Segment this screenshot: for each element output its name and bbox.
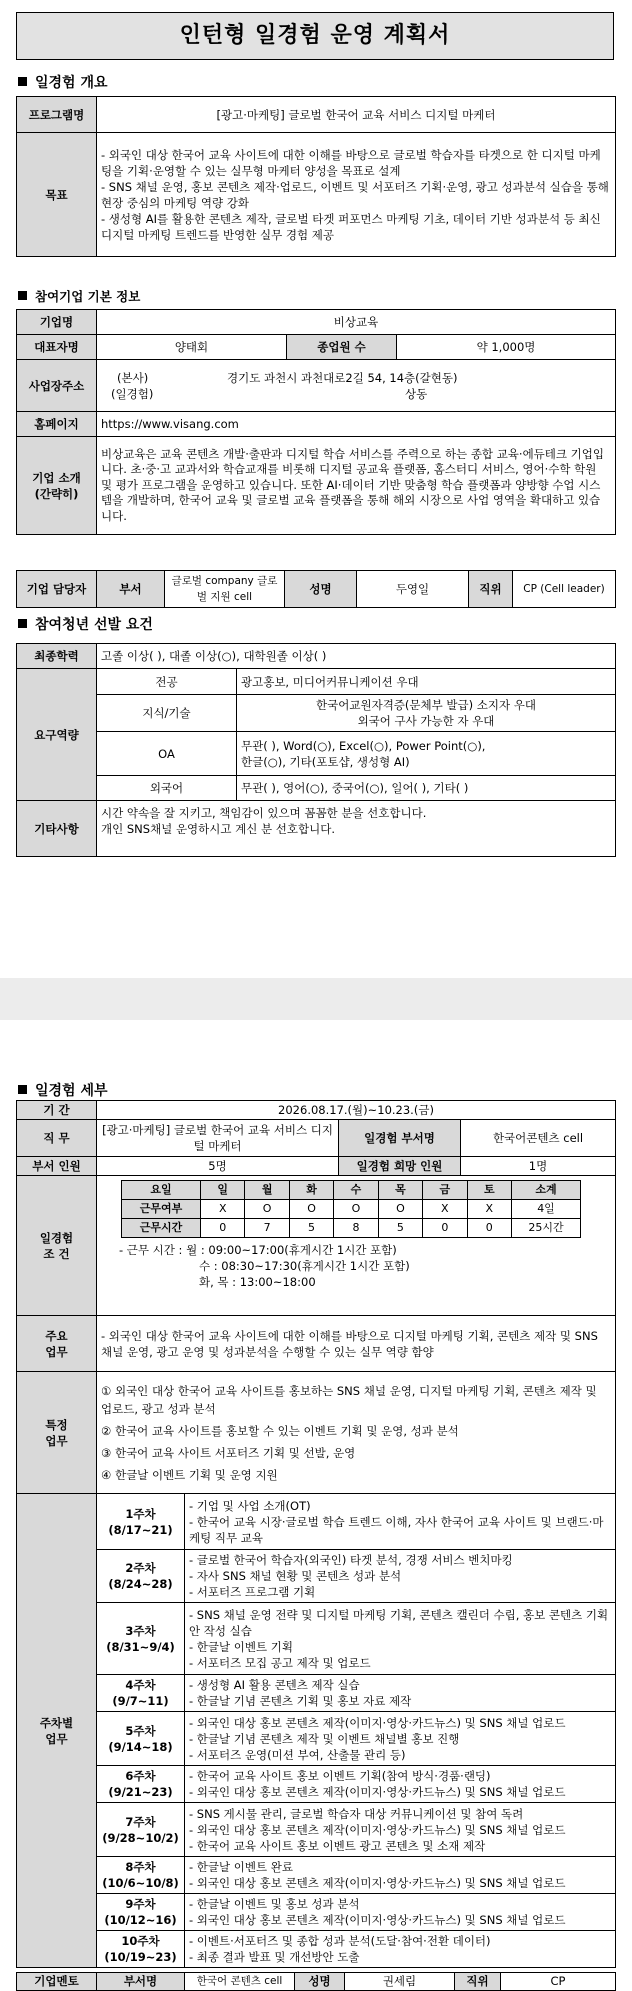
hq-address-row — [101, 370, 611, 386]
week-task: - 한글날 이벤트 및 홍보 성과 분석 — [189, 1897, 360, 1911]
etc-line: 시간 약속을 잘 지키고, 책임감이 있으며 꼼꼼한 분을 선호합니다. — [101, 806, 427, 820]
period-value: 2026.08.17.(월)~10.23.(금) — [97, 1101, 616, 1120]
skill-label: 지식/기술 — [97, 695, 237, 732]
company-name: 비상교육 — [97, 310, 616, 335]
employees-value: 약 1,000명 — [397, 335, 616, 360]
mentor-dept-label: 부서명 — [97, 1973, 185, 1991]
goal-item: - 생성형 AI를 활용한 콘텐츠 제작, 글로벌 타겟 퍼포먼스 마케팅 기초, 데이터 기반 성과분석 등 최신 디지털 마케팅 트렌드를 반영한 실무 경험 제공 — [101, 211, 601, 242]
schedule-cell: 0 — [423, 1219, 467, 1238]
schedule-row — [122, 1219, 581, 1238]
week-label — [97, 1603, 185, 1675]
week-task: - 한국어 교육 사이트 홍보 이벤트 기획(참여 방식·경품·랜딩) — [189, 1769, 491, 1783]
schedule-cell: O — [378, 1200, 422, 1219]
mentor-position: CP — [501, 1973, 616, 1991]
week-label — [97, 1712, 185, 1766]
education-value: 고졸 이상( ), 대졸 이상(○), 대학원졸 이상( ) — [97, 644, 616, 669]
week-dates: (9/7~11) — [112, 1694, 169, 1708]
program-label: 프로그램명 — [17, 97, 97, 133]
schedule-cell: 7 — [245, 1219, 289, 1238]
education-label: 최종학력 — [17, 644, 97, 669]
manager-table — [16, 570, 616, 608]
oa-line: 한글(○), 기타(포토샵, 생성형 AI) — [241, 754, 410, 769]
details-dept-value: 한국어콘텐츠 cell — [461, 1120, 616, 1157]
company-name-label: 기업명 — [17, 310, 97, 335]
week-number: 6주차 — [125, 1769, 156, 1783]
section-requirements-heading: 참여청년 선발 요건 — [18, 614, 153, 634]
schedule-row — [122, 1200, 581, 1219]
schedule-cell: 0 — [467, 1219, 511, 1238]
details-table — [16, 1100, 616, 1968]
main-duty-label — [17, 1316, 97, 1372]
special-duty-label-line: 특정 — [45, 1417, 68, 1432]
special-duty-item: ④ 한글날 이벤트 기획 및 운영 지원 — [101, 1467, 278, 1482]
week-dates: (10/12~16) — [104, 1913, 177, 1927]
week-task: - 한글날 기념 콘텐츠 제작 및 이벤트 채널별 홍보 진행 — [189, 1731, 460, 1746]
week-row — [17, 1931, 616, 1968]
manager-name: 두영일 — [357, 571, 469, 608]
intro-label-line: 기업 소개 — [32, 470, 81, 485]
mentor-table — [16, 1972, 616, 1991]
schedule-cell: 5 — [289, 1219, 333, 1238]
duty-value: [광고·마케팅] 글로벌 한국어 교육 서비스 디지털 마케터 — [97, 1120, 339, 1157]
homepage-label: 홈페이지 — [17, 412, 97, 437]
week-number: 8주차 — [125, 1860, 156, 1874]
schedule-header: 화 — [289, 1181, 333, 1200]
schedule-cell: 5 — [378, 1219, 422, 1238]
week-row — [17, 1675, 616, 1712]
mentor-name: 권세림 — [345, 1973, 455, 1991]
main-duty-label-line: 업무 — [45, 1344, 68, 1359]
week-task: - 자사 SNS 채널 현황 및 콘텐츠 성과 분석 — [189, 1569, 402, 1583]
schedule-cell: X — [201, 1200, 245, 1219]
period-label: 기 간 — [17, 1101, 97, 1120]
overview-table — [16, 96, 616, 257]
condition-label-line: 조 건 — [43, 1246, 70, 1261]
work-label: (일경험) — [111, 386, 154, 401]
week-number: 10주차 — [121, 1934, 160, 1948]
competency-label: 요구역량 — [17, 669, 97, 801]
week-task: - 이벤트·서포터즈 및 종합 성과 분석(도달·참여·전환 데이터) — [189, 1934, 491, 1948]
homepage-link[interactable]: https://www.visang.com — [97, 412, 616, 437]
skill-cell — [237, 695, 616, 732]
etc-line: 개인 SNS채널 운영하시고 계신 분 선호합니다. — [101, 822, 335, 836]
schedule-header: 일 — [201, 1181, 245, 1200]
week-label — [97, 1803, 185, 1857]
week-row — [17, 1550, 616, 1603]
week-task: - 외국인 대상 홍보 콘텐츠 제작(이미지·영상·카드뉴스) 및 SNS 채널 업로드 — [189, 1715, 566, 1730]
week-tasks — [185, 1894, 616, 1931]
special-duty-label — [17, 1372, 97, 1494]
special-duty-list — [97, 1372, 616, 1494]
week-label — [97, 1931, 185, 1968]
main-duty-label-line: 주요 — [45, 1328, 68, 1343]
schedule-cell: O — [334, 1200, 378, 1219]
week-task: - 서포터즈 프로그램 기획 — [189, 1585, 316, 1599]
week-row — [17, 1712, 616, 1766]
week-task: - 외국인 대상 홍보 콘텐츠 제작(이미지·영상·카드뉴스) 및 SNS 채널 업로드 — [189, 1913, 566, 1927]
hq-address: 경기도 과천시 과천대로2길 54, 14층(갈현동) — [227, 370, 458, 385]
week-number: 3주차 — [125, 1623, 156, 1638]
manager-dept: 글로벌 company 글로벌 지원 cell — [165, 571, 285, 608]
week-tasks — [185, 1712, 616, 1766]
language-label: 외국어 — [97, 776, 237, 801]
weekly-label-line: 업무 — [45, 1731, 68, 1746]
staff-label: 부서 인원 — [17, 1157, 97, 1176]
week-dates: (9/14~18) — [108, 1739, 173, 1754]
week-task: - 외국인 대상 홍보 콘텐츠 제작(이미지·영상·카드뉴스) 및 SNS 채널 업로드 — [189, 1822, 566, 1837]
manager-position-label: 직위 — [469, 571, 513, 608]
week-label — [97, 1550, 185, 1603]
page-2 — [0, 1020, 632, 1990]
main-duty-value: - 외국인 대상 한국어 교육 사이트에 대한 이해를 바탕으로 디지털 마케팅 기획, 콘텐츠 제작 및 SNS 채널 운영, 광고 운영 및 성과분석을 수행할 수 있는 실무 역량 함양 — [97, 1316, 616, 1372]
week-tasks — [185, 1550, 616, 1603]
week-label — [97, 1894, 185, 1931]
schedule-cell: X — [467, 1200, 511, 1219]
week-tasks — [185, 1857, 616, 1894]
week-label — [97, 1494, 185, 1550]
duty-label: 직 무 — [17, 1120, 97, 1157]
week-task: - 기업 및 사업 소개(OT) — [189, 1498, 311, 1513]
page-gap — [0, 978, 632, 1020]
goal-item: - 외국인 대상 한국어 교육 사이트에 대한 이해를 바탕으로 글로벌 학습자를 타겟으로 한 디지털 마케팅을 기획·운영할 수 있는 실무형 마케터 양성을 목표로 설계 — [101, 147, 601, 178]
schedule-header: 금 — [423, 1181, 467, 1200]
week-dates: (10/19~23) — [104, 1950, 177, 1964]
section-details-heading: 일경험 세부 — [18, 1080, 108, 1100]
week-label — [97, 1857, 185, 1894]
goal-item: - SNS 채널 운영, 홍보 콘텐츠 제작·업로드, 이벤트 및 서포터즈 기획·운영, 광고 성과분석 실습을 통해 현장 중심의 마케팅 역량 강화 — [101, 179, 609, 210]
week-tasks — [185, 1494, 616, 1550]
details-dept-label: 일경험 부서명 — [339, 1120, 461, 1157]
condition-label-line: 일경험 — [39, 1230, 74, 1245]
section-overview-heading: 일경험 개요 — [18, 72, 108, 92]
week-dates: (9/21~23) — [108, 1785, 173, 1799]
work-hours-line: - 근무 시간 : 월 : 09:00~17:00(휴게시간 1시간 포함) — [119, 1243, 397, 1257]
skill-line: 한국어교원자격증(문체부 발급) 소지자 우대 — [316, 698, 536, 712]
week-task: - 최종 결과 발표 및 개선방안 도출 — [189, 1950, 360, 1964]
major-value: 광고홍보, 미디어커뮤니케이션 우대 — [237, 669, 616, 695]
schedule-cell: 8 — [334, 1219, 378, 1238]
page-1 — [0, 0, 632, 978]
address-cell — [97, 360, 616, 412]
language-value: 무관( ), 영어(○), 중국어(○), 일어( ), 기타( ) — [237, 776, 616, 801]
hope-label: 일경험 희망 인원 — [339, 1157, 461, 1176]
goal-list — [97, 133, 616, 257]
schedule-cell: 0 — [201, 1219, 245, 1238]
week-dates: (10/6~10/8) — [102, 1876, 179, 1890]
week-label — [97, 1766, 185, 1803]
employees-label: 종업원 수 — [287, 335, 397, 360]
week-task: - 외국인 대상 홍보 콘텐츠 제작(이미지·영상·카드뉴스) 및 SNS 채널 업로드 — [189, 1876, 566, 1890]
week-task: - SNS 채널 운영 전략 및 디지털 마케팅 기획, 콘텐츠 캘린더 수립, 홍보 콘텐츠 기획안 작성 실습 — [189, 1607, 609, 1638]
weekly-label — [17, 1494, 97, 1968]
oa-line: 무관( ), Word(○), Excel(○), Power Point(○), — [241, 738, 486, 753]
week-dates: (8/24~28) — [108, 1577, 173, 1591]
week-number: 7주차 — [125, 1814, 156, 1829]
schedule-header: 월 — [245, 1181, 289, 1200]
schedule-header: 수 — [334, 1181, 378, 1200]
week-number: 4주차 — [125, 1678, 156, 1692]
goal-label: 목표 — [17, 133, 97, 257]
special-duty-item: ③ 한국어 교육 사이트 서포터즈 기획 및 선발, 운영 — [101, 1445, 356, 1460]
ceo-label: 대표자명 — [17, 335, 97, 360]
manager-position: CP (Cell leader) — [513, 571, 616, 608]
major-label: 전공 — [97, 669, 237, 695]
hq-label: (본사) — [117, 370, 149, 385]
schedule-header: 소계 — [512, 1181, 581, 1200]
schedule-cell: O — [289, 1200, 333, 1219]
week-label — [97, 1675, 185, 1712]
week-tasks — [185, 1803, 616, 1857]
schedule-cell: 25시간 — [512, 1219, 581, 1238]
condition-cell — [97, 1176, 616, 1316]
schedule-header-row — [122, 1181, 581, 1200]
schedule-cell: O — [245, 1200, 289, 1219]
week-task: - 한글날 이벤트 완료 — [189, 1860, 293, 1874]
document-title: 인턴형 일경험 운영 계획서 — [16, 12, 614, 60]
week-number: 9주차 — [125, 1897, 156, 1911]
week-task: - 생성형 AI 활용 콘텐츠 제작 실습 — [189, 1678, 360, 1692]
week-row — [17, 1894, 616, 1931]
week-task: - 한국어 교육 시장·글로벌 학습 트렌드 이해, 자사 한국어 교육 사이트 및 브랜드·마케팅 직무 교육 — [189, 1514, 604, 1545]
ceo-name: 양태회 — [97, 335, 287, 360]
week-task: - 한글날 이벤트 기획 — [189, 1639, 293, 1654]
manager-label: 기업 담당자 — [17, 571, 97, 608]
oa-cell — [237, 732, 616, 776]
schedule-table — [121, 1180, 581, 1238]
intro-label-line: (간략히) — [34, 486, 79, 501]
week-row — [17, 1857, 616, 1894]
mentor-dept: 한국어 콘텐츠 cell — [185, 1973, 295, 1991]
week-task: - 서포터즈 운영(미션 부여, 산출물 관리 등) — [189, 1747, 406, 1762]
company-intro: 비상교육은 교육 콘텐츠 개발·출판과 디지털 학습 서비스를 주력으로 하는 종합 교육·에듀테크 기업입니다. 초·중·고 교과서와 학습교재를 비롯해 디지털 공교육 플랫폼, 홈스터디 서비스, 영어·수학 학원 및 평가 프로그램을 운영하고 있습니다. 또한 AI·데이터 기반 맞춤형 학습 플랫폼과 양방향 수업 시스템을 개발하며, 한국어 교육 및 글로벌 교육 플랫폼을 통해 해외 시장으로 사업 영역을 확대하고 있습니다. — [97, 437, 616, 535]
requirements-table — [16, 643, 616, 857]
weekly-label-line: 주차별 — [39, 1715, 74, 1730]
week-task: - 외국인 대상 홍보 콘텐츠 제작(이미지·영상·카드뉴스) 및 SNS 채널 업로드 — [189, 1785, 566, 1799]
work-address: 상동 — [405, 386, 428, 401]
section-company-heading: 참여기업 기본 정보 — [18, 287, 140, 305]
week-row — [17, 1803, 616, 1857]
week-row — [17, 1766, 616, 1803]
mentor-name-label: 성명 — [295, 1973, 345, 1991]
week-row — [17, 1603, 616, 1675]
schedule-cell: 근무여부 — [122, 1200, 201, 1219]
staff-value: 5명 — [97, 1157, 339, 1176]
etc-label: 기타사항 — [17, 801, 97, 857]
company-table — [16, 309, 616, 535]
week-tasks — [185, 1675, 616, 1712]
special-duty-item: ① 외국인 대상 한국어 교육 사이트를 홍보하는 SNS 채널 운영, 디지털 마케팅 기획, 콘텐츠 제작 및 업로드, 광고 성과 분석 — [101, 1383, 597, 1416]
intro-label — [17, 437, 97, 535]
special-duty-label-line: 업무 — [45, 1433, 68, 1448]
work-hours-line: 수 : 08:30~17:30(휴게시간 1시간 포함) — [199, 1259, 410, 1273]
skill-line: 외국어 구사 가능한 자 우대 — [357, 714, 495, 728]
week-tasks — [185, 1603, 616, 1675]
week-task: - 글로벌 한국어 학습자(외국인) 타겟 분석, 경쟁 서비스 벤치마킹 — [189, 1553, 513, 1567]
schedule-header: 요일 — [122, 1181, 201, 1200]
week-number: 1주차 — [125, 1506, 156, 1521]
week-number: 2주차 — [125, 1561, 156, 1575]
etc-cell — [97, 801, 616, 857]
hope-value: 1명 — [461, 1157, 616, 1176]
manager-dept-label: 부서 — [97, 571, 165, 608]
week-task: - 서포터즈 모집 공고 제작 및 업로드 — [189, 1655, 371, 1670]
manager-name-label: 성명 — [285, 571, 357, 608]
week-task: - SNS 게시물 관리, 글로벌 학습자 대상 커뮤니케이션 및 참여 독려 — [189, 1806, 524, 1821]
mentor-label: 기업멘토 — [17, 1973, 97, 1991]
schedule-cell: X — [423, 1200, 467, 1219]
special-duty-item: ② 한국어 교육 사이트를 홍보할 수 있는 이벤트 기획 및 운영, 성과 분석 — [101, 1423, 459, 1438]
week-dates: (8/17~21) — [108, 1522, 173, 1537]
schedule-header: 토 — [467, 1181, 511, 1200]
condition-label — [17, 1176, 97, 1316]
work-address-row — [101, 386, 611, 402]
week-tasks — [185, 1766, 616, 1803]
week-dates: (9/28~10/2) — [102, 1830, 179, 1845]
mentor-position-label: 직위 — [455, 1973, 501, 1991]
schedule-header: 목 — [378, 1181, 422, 1200]
week-task: - 한글날 기념 콘텐츠 기획 및 홍보 자료 제작 — [189, 1694, 412, 1708]
program-value: [광고·마케팅] 글로벌 한국어 교육 서비스 디지털 마케터 — [97, 97, 616, 133]
week-task: - 한국어 교육 사이트 홍보 이벤트 광고 콘텐츠 및 소재 제작 — [189, 1838, 486, 1853]
schedule-cell: 근무시간 — [122, 1219, 201, 1238]
week-row — [17, 1494, 616, 1550]
week-tasks — [185, 1931, 616, 1968]
address-label: 사업장주소 — [17, 360, 97, 412]
week-number: 5주차 — [125, 1723, 156, 1738]
work-hours-line: 화, 목 : 13:00~18:00 — [199, 1275, 316, 1289]
schedule-cell: 4일 — [512, 1200, 581, 1219]
week-dates: (8/31~9/4) — [106, 1639, 175, 1654]
oa-label: OA — [97, 732, 237, 776]
